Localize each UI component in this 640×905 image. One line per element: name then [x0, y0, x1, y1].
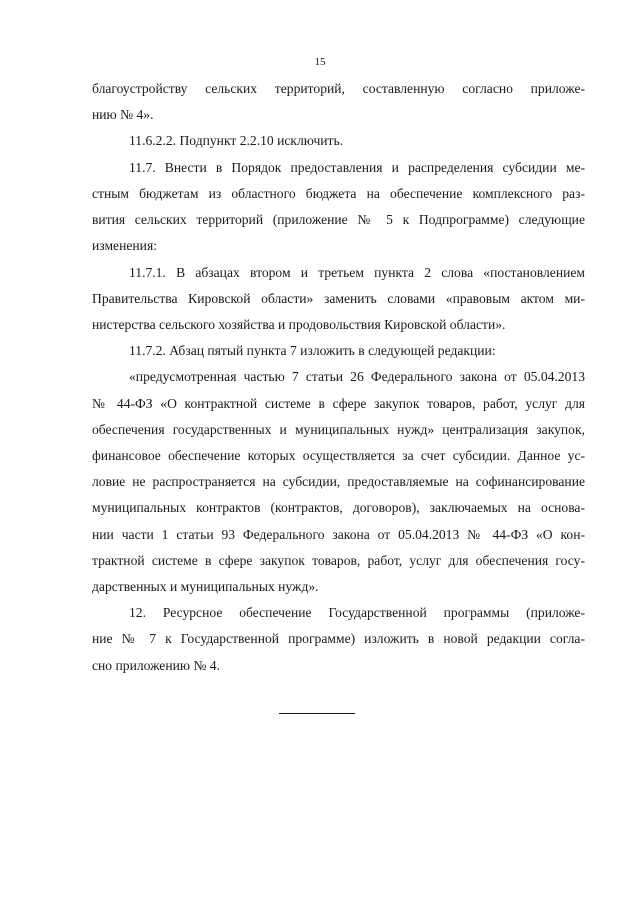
text-line: 11.6.2.2. Подпункт 2.2.10 исключить. — [129, 133, 344, 148]
text-line: 12. Ресурсное обеспечение Государственной программы (приложе- — [129, 605, 585, 620]
text-line: обеспечения государственных и муниципальных нужд» централизация закупок, — [92, 422, 585, 437]
text-line: муниципальных контрактов (контрактов, договоров), заключаемых на основа- — [92, 500, 585, 515]
text-line: нистерства сельского хозяйства и продовольствия Кировской области». — [92, 317, 506, 332]
text-line: нию № 4». — [92, 107, 154, 122]
text-line: вития сельских территорий (приложение № 5 к Подпрограмме) следующие — [92, 212, 585, 227]
text-line: ловие не распространяется на субсидии, предоставляемые на софинансирование — [92, 474, 585, 489]
text-line: изменения: — [92, 238, 157, 253]
text-line: 11.7.1. В абзацах втором и третьем пункта 2 слова «постановлением — [129, 265, 585, 280]
text-line: дарственных и муниципальных нужд». — [92, 579, 319, 594]
text-line: Правительства Кировской области» заменить словами «правовым актом ми- — [92, 291, 585, 306]
text-line: «предусмотренная частью 7 статьи 26 Федерального закона от 05.04.2013 — [129, 369, 585, 384]
text-line: 11.7.2. Абзац пятый пункта 7 изложить в следующей редакции: — [129, 343, 496, 358]
text-line: 11.7. Внести в Порядок предоставления и распределения субсидии ме- — [129, 160, 585, 175]
end-rule — [279, 713, 355, 714]
text-line: финансовое обеспечение которых осуществляется за счет субсидии. Данное ус- — [92, 448, 585, 463]
text-line: нии части 1 статьи 93 Федерального закона от 05.04.2013 № 44-ФЗ «О кон- — [92, 527, 585, 542]
text-line: стным бюджетам из областного бюджета на обеспечение комплексного раз- — [92, 186, 585, 201]
text-line: сно приложению № 4. — [92, 658, 221, 673]
text-line: № 44-ФЗ «О контрактной системе в сфере закупок товаров, работ, услуг для — [92, 396, 585, 411]
text-line: ние № 7 к Государственной программе) изложить в новой редакции согла- — [92, 631, 585, 646]
text-line: благоустройству сельских территорий, составленную согласно приложе- — [92, 81, 585, 96]
text-line: трактной системе в сфере закупок товаров, работ, услуг для обеспечения госу- — [92, 553, 585, 568]
page-number: 15 — [314, 56, 326, 68]
